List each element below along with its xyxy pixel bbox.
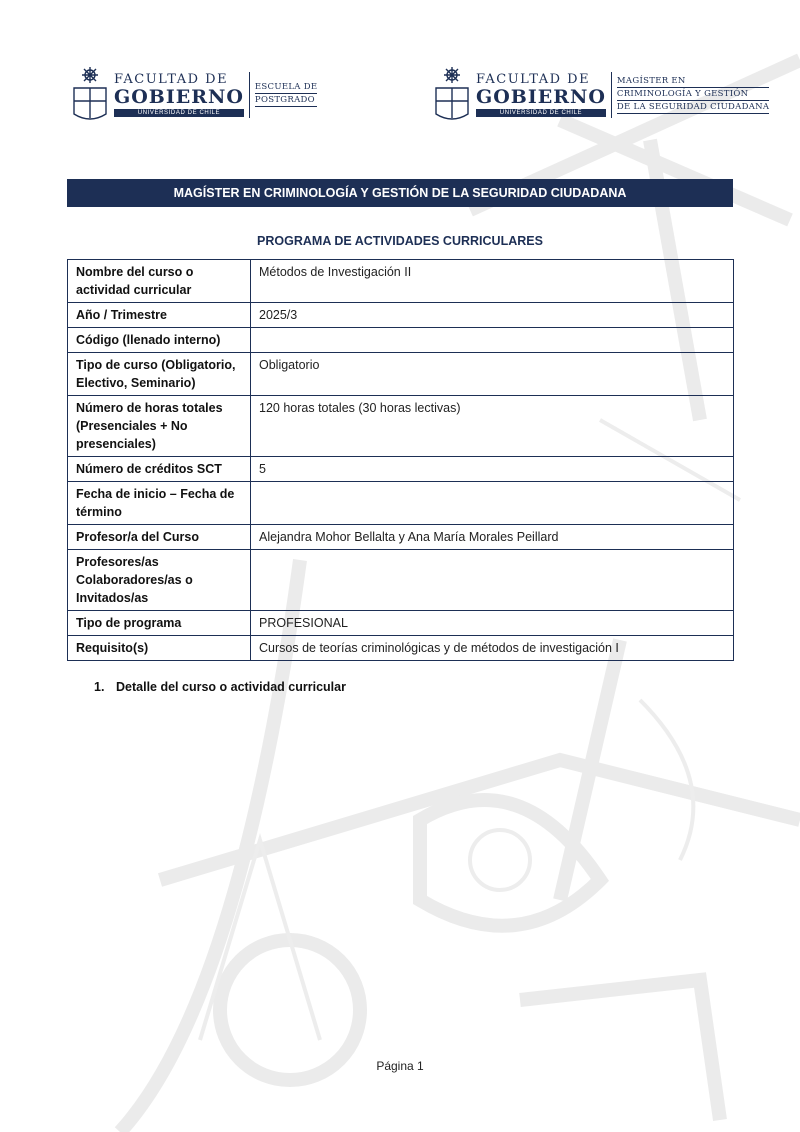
logo-line2: GOBIERNO (476, 86, 606, 108)
table-row (68, 525, 734, 550)
logo-divider (611, 72, 612, 118)
page-number: Página 1 (376, 1059, 424, 1073)
program-banner: MAGÍSTER EN CRIMINOLOGÍA Y GESTIÓN DE LA SEGURIDAD CIUDADANA (67, 179, 733, 207)
logo-tag-line: MAGÍSTER EN (617, 76, 769, 88)
row-value: Alejandra Mohor Bellalta y Ana María Morales Peillard (251, 525, 734, 550)
row-value: Obligatorio (251, 353, 734, 396)
row-value (251, 550, 734, 611)
row-label: Requisito(s) (68, 636, 251, 661)
table-row (68, 353, 734, 396)
course-info-table (67, 259, 734, 661)
table-row (68, 636, 734, 661)
row-value (251, 482, 734, 525)
row-label: Código (llenado interno) (68, 328, 251, 353)
row-label: Profesores/as Colaboradores/as o Invitados/as (68, 550, 251, 611)
logo-tag-line: ESCUELA DE (254, 82, 318, 92)
logo-tag (255, 82, 317, 108)
table-row (68, 482, 734, 525)
row-label: Año / Trimestre (68, 303, 251, 328)
logo-tag-line: POSTGRADO (255, 95, 317, 107)
row-label: Nombre del curso o actividad curricular (68, 260, 251, 303)
row-value: 5 (251, 457, 734, 482)
document-subtitle: PROGRAMA DE ACTIVIDADES CURRICULARES (257, 234, 543, 248)
table-row (68, 260, 734, 303)
row-label: Número de créditos SCT (68, 457, 251, 482)
section-heading (94, 680, 346, 694)
table-row (68, 550, 734, 611)
table-row (68, 396, 734, 457)
table-row (68, 457, 734, 482)
row-value: Métodos de Investigación II (251, 260, 734, 303)
table-row (68, 611, 734, 636)
logo-magister (434, 66, 769, 124)
logo-line1: FACULTAD DE (114, 72, 229, 87)
table-row (68, 303, 734, 328)
section-number: 1. (94, 680, 105, 694)
university-crest-icon (72, 66, 108, 124)
logo-tag-line: DE LA SEGURIDAD CIUDADANA (616, 101, 770, 112)
table-row (68, 328, 734, 353)
university-crest-icon (434, 66, 470, 124)
row-label: Profesor/a del Curso (68, 525, 251, 550)
logo-escuela-postgrado (72, 66, 317, 124)
row-label: Tipo de curso (Obligatorio, Electivo, Seminario) (68, 353, 251, 396)
section-title: Detalle del curso o actividad curricular (116, 680, 346, 694)
logo-divider (249, 72, 250, 118)
row-value: PROFESIONAL (251, 611, 734, 636)
logo-university: UNIVERSIDAD DE CHILE (114, 109, 244, 117)
row-value: 120 horas totales (30 horas lectivas) (251, 396, 734, 457)
row-value: Cursos de teorías criminológicas y de métodos de investigación I (251, 636, 734, 661)
row-label: Tipo de programa (68, 611, 251, 636)
row-value (251, 328, 734, 353)
row-value: 2025/3 (251, 303, 734, 328)
row-label: Número de horas totales (Presenciales + No presenciales) (68, 396, 251, 457)
logo-line2: GOBIERNO (114, 86, 244, 108)
logo-tag (617, 76, 769, 115)
row-label: Fecha de inicio – Fecha de término (68, 482, 251, 525)
logo-university: UNIVERSIDAD DE CHILE (476, 109, 606, 117)
logo-tag-line: CRIMINOLOGÍA Y GESTIÓN (617, 89, 769, 101)
logo-line1: FACULTAD DE (476, 72, 591, 87)
